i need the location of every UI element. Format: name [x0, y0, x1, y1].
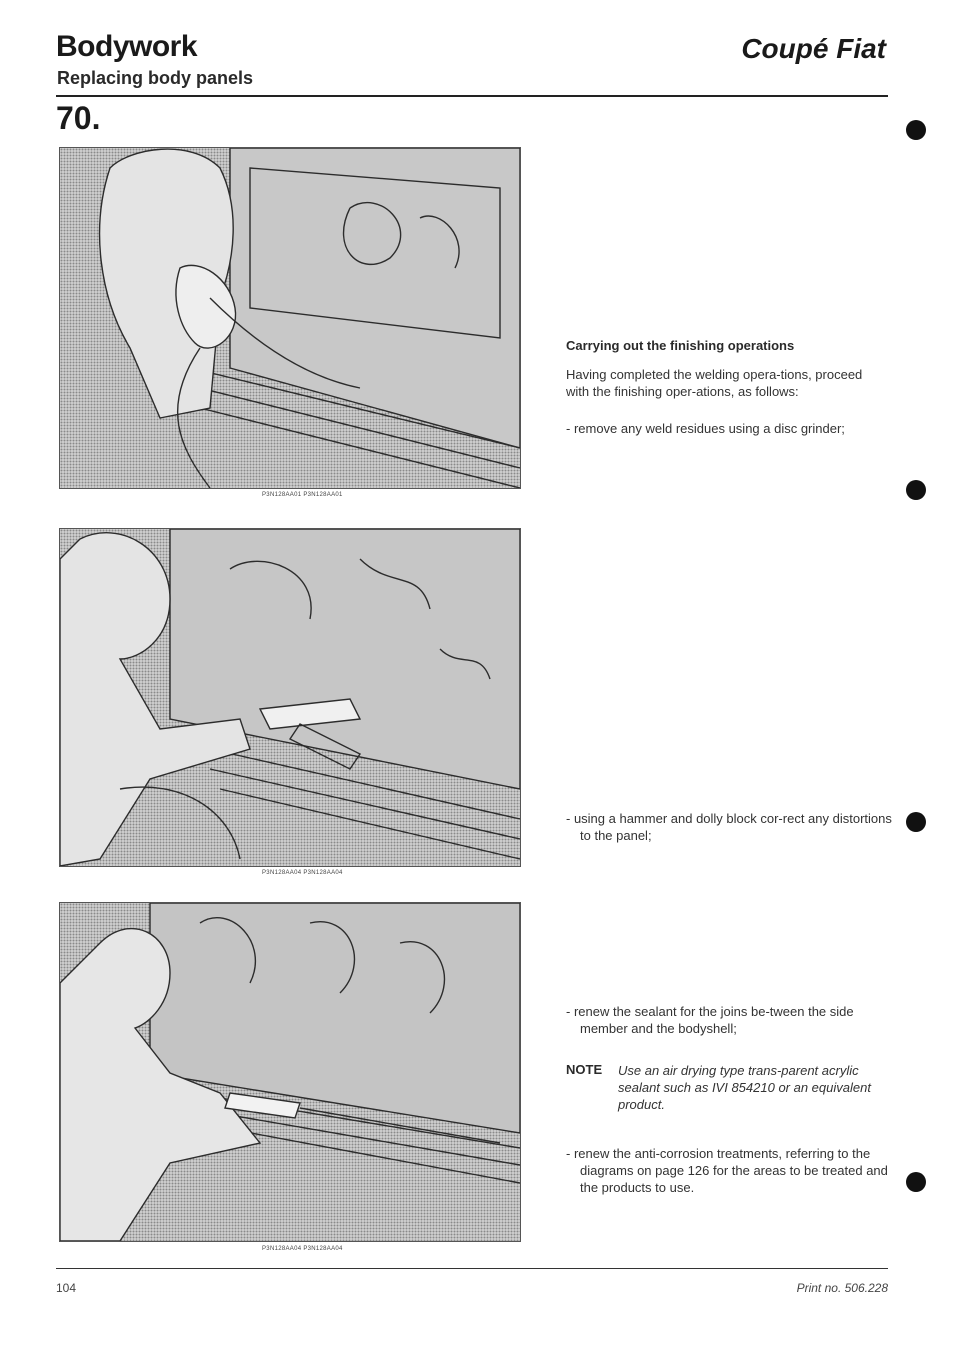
section-title: Bodywork	[56, 30, 198, 63]
margin-marker-dot	[906, 120, 926, 140]
figure-reference: P3N128AA01 P3N128AA01	[262, 492, 343, 498]
page-number-large: 70.	[56, 100, 101, 136]
margin-marker-dot	[906, 1172, 926, 1192]
hammer-dolly-drawing	[60, 529, 520, 866]
footer-rule	[56, 1268, 888, 1269]
footer-page-number: 104	[56, 1281, 77, 1295]
section-subtitle: Replacing body panels	[57, 68, 254, 88]
margin-marker-dot	[906, 812, 926, 832]
header-rule	[56, 95, 888, 97]
step-item: - renew the sealant for the joins be-tween the side member and the bodyshell;	[566, 1004, 854, 1036]
intro-paragraph: Having completed the welding opera-tions, proceed with the finishing oper-ations, as follows:	[566, 367, 863, 399]
figure-grinding-illustration	[59, 147, 521, 489]
note-text: Use an air drying type trans-parent acrylic sealant such as IVI 854210 or an equivalent product.	[618, 1063, 871, 1112]
grinding-drawing	[60, 148, 520, 488]
note-label: NOTE	[566, 1062, 603, 1077]
figure-sealant-illustration	[59, 902, 521, 1242]
footer-part-number: Print no. 506.228	[796, 1281, 888, 1295]
section-heading: Carrying out the finishing operations	[566, 338, 795, 353]
figure-reference: P3N128AA04 P3N128AA04	[262, 870, 343, 876]
figure-reference: P3N128AA04 P3N128AA04	[262, 1246, 343, 1252]
step-item: - remove any weld residues using a disc grinder;	[566, 421, 845, 436]
step-item: - renew the anti-corrosion treatments, referring to the diagrams on page 126 for the areas to be treated and the products to use.	[566, 1146, 888, 1195]
sealant-drawing	[60, 903, 520, 1241]
step-item: - using a hammer and dolly block cor-rect any distortions to the panel;	[566, 811, 892, 843]
model-title: Coupé Fiat	[741, 33, 886, 64]
margin-marker-dot	[906, 480, 926, 500]
figure-hammer-dolly-illustration	[59, 528, 521, 867]
